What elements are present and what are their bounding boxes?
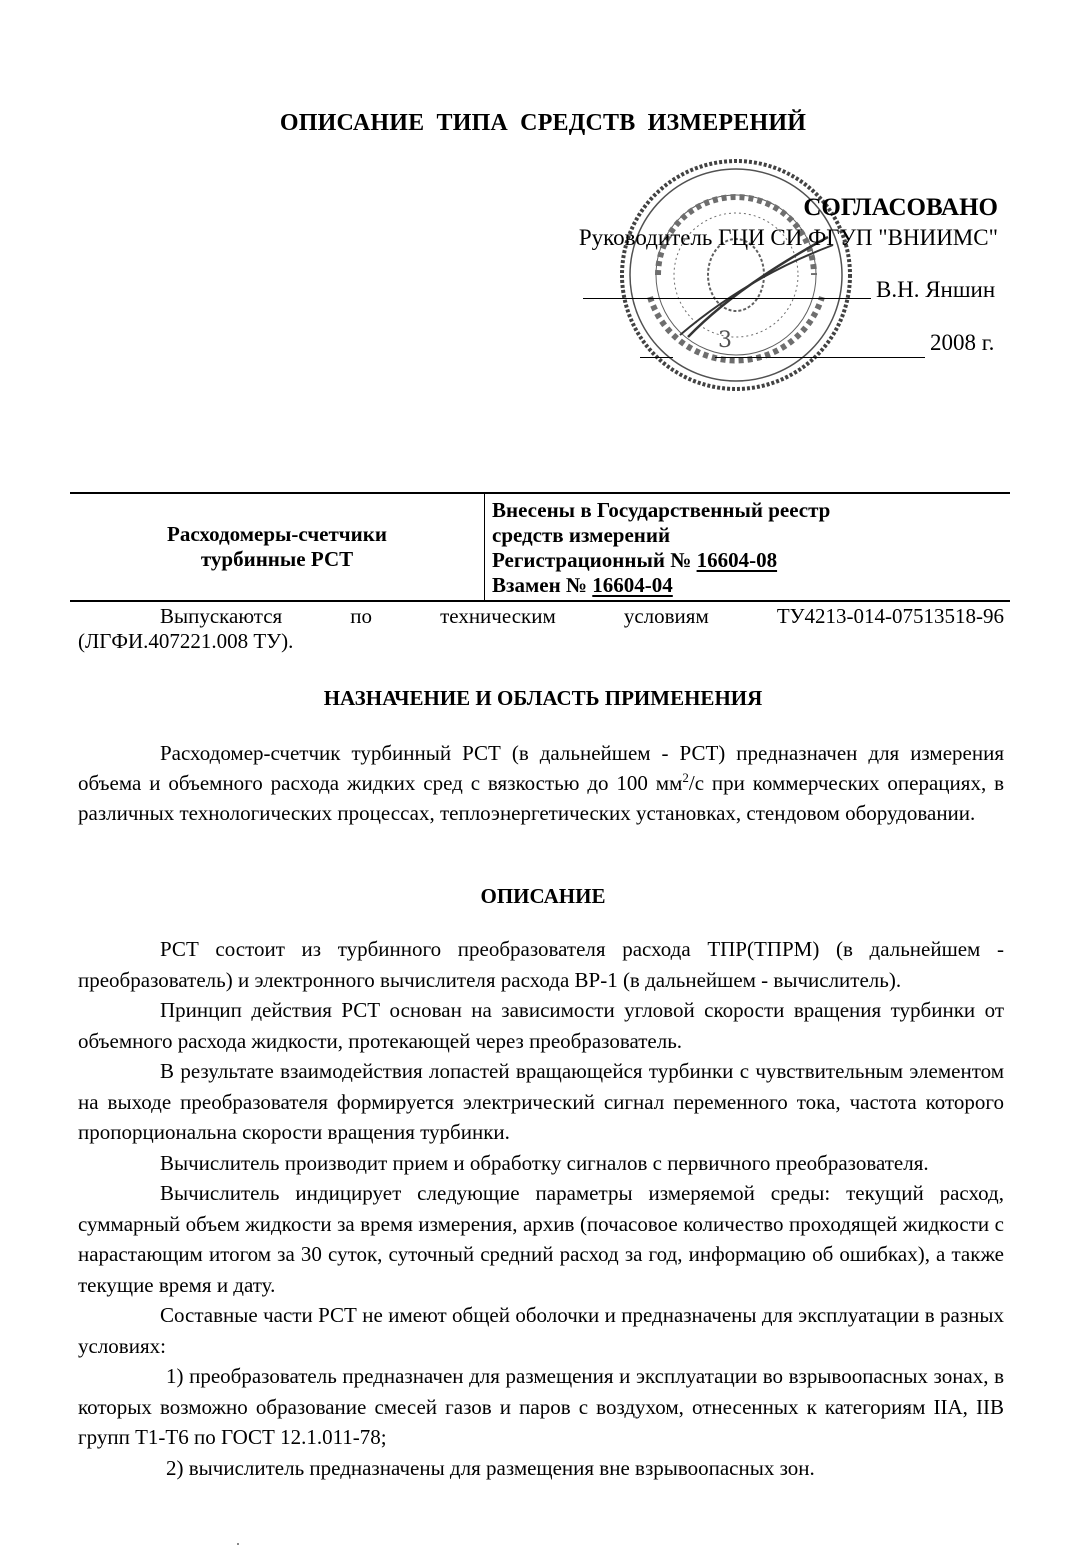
purpose-text: Расходомер-счетчик турбинный РСТ (в дальнейшем - РСТ) предназначен для измерения объема и объемного расхода жидких сред с вязкостью до 100 $мм^2/с$ при коммерческих операциях, в различных технологических процессах, теплоэнергетических установках, стендовом оборудовании. — [78, 741, 1004, 825]
issued-line2: (ЛГФИ.407221.008 ТУ). — [78, 629, 294, 653]
document-title: ОПИСАНИЕ ТИПА СРЕДСТВ ИЗМЕРЕНИЙ — [279, 110, 807, 136]
registry-top-rule — [70, 492, 1010, 494]
description-list-item: 2) вычислитель предназначены для размещения вне взрывоопасных зон. — [166, 1455, 815, 1480]
registry-info — [492, 498, 830, 598]
issued-paragraph — [78, 604, 1004, 654]
replaces-number: 16604-04 — [592, 573, 673, 597]
description-paragraph: В результате взаимодействия лопастей вращающейся турбинки с чувствительным элементом на выходе преобразователя формируется электрический сигнал переменного тока, частота которого пропорциональна скорости вращения турбинки. — [78, 1059, 1004, 1144]
registry-number-label: Регистрационный № — [492, 548, 697, 572]
product-name-line2: турбинные РСТ — [200, 547, 354, 571]
issued-line1: Выпускаются по техническим условиям ТУ4213-014-07513518-96 — [160, 604, 1004, 628]
registry-bottom-rule — [70, 600, 1010, 602]
approval-year: 2008 г. — [930, 330, 995, 355]
description-paragraph: РСТ состоит из турбинного преобразователя расхода ТПР(ТПРМ) (в дальнейшем - преобразователь) и электронного вычислителя расхода ВР-1 (в дальнейшем - вычислитель). — [78, 937, 1004, 992]
registry-entered-line2: средств измерений — [492, 523, 671, 547]
purpose-paragraph — [78, 738, 1004, 828]
approval-agreed: СОГЛАСОВАНО — [803, 194, 998, 221]
description-paragraph: Составные части РСТ не имеют общей оболочки и предназначены для эксплуатации в разных условиях: — [78, 1303, 1004, 1358]
registry-divider — [484, 494, 485, 600]
date-month-line — [715, 357, 925, 358]
description-body — [78, 934, 1004, 1483]
description-paragraph: Вычислитель индицирует следующие параметры измеряемой среды: текущий расход, суммарный объем жидкости за время измерения, архив (почасовое количество проходящей жидкости с нарастающим итогом за 30 суток, суточный средний расход за год, информацию об ошибках), а также текущие время и дату. — [78, 1181, 1004, 1297]
product-name-line1: Расходомеры-счетчики — [167, 522, 387, 546]
approval-signatory: В.Н. Яншин — [876, 277, 996, 302]
replaces-number-row — [492, 573, 830, 598]
date-day-line — [640, 357, 673, 358]
svg-text:3: 3 — [718, 328, 732, 353]
description-paragraph: Принцип действия РСТ основан на зависимости угловой скорости вращения турбинки от объемного расхода жидкости, протекающей через преобразователь. — [78, 998, 1004, 1053]
approval-block — [579, 193, 998, 253]
registry-number: 16604-08 — [696, 548, 778, 572]
registry-number-row — [492, 548, 830, 573]
scan-speck — [237, 1543, 239, 1545]
replaces-number-label: Взамен № — [492, 573, 593, 597]
signature-line — [583, 298, 871, 299]
description-list-item: 1) преобразователь предназначен для размещения и эксплуатации во взрывоопасных зонах, в которых возможно образование смесей газов и паров с воздухом, отнесенных к категориям IIA, IIB групп Т1-Т6 по ГОСТ 12.1.011-78; — [78, 1364, 1004, 1449]
product-name — [70, 522, 484, 572]
description-paragraph: Вычислитель производит прием и обработку сигналов с первичного преобразователя. — [160, 1150, 929, 1175]
approval-position: Руководитель ГЦИ СИ ФГУП "ВНИИМС" — [578, 225, 998, 250]
registry-entered-line1: Внесены в Государственный реестр — [492, 498, 831, 522]
section-heading-description: ОПИСАНИЕ — [480, 884, 606, 908]
section-heading-purpose: НАЗНАЧЕНИЕ И ОБЛАСТЬ ПРИМЕНЕНИЯ — [323, 686, 763, 710]
